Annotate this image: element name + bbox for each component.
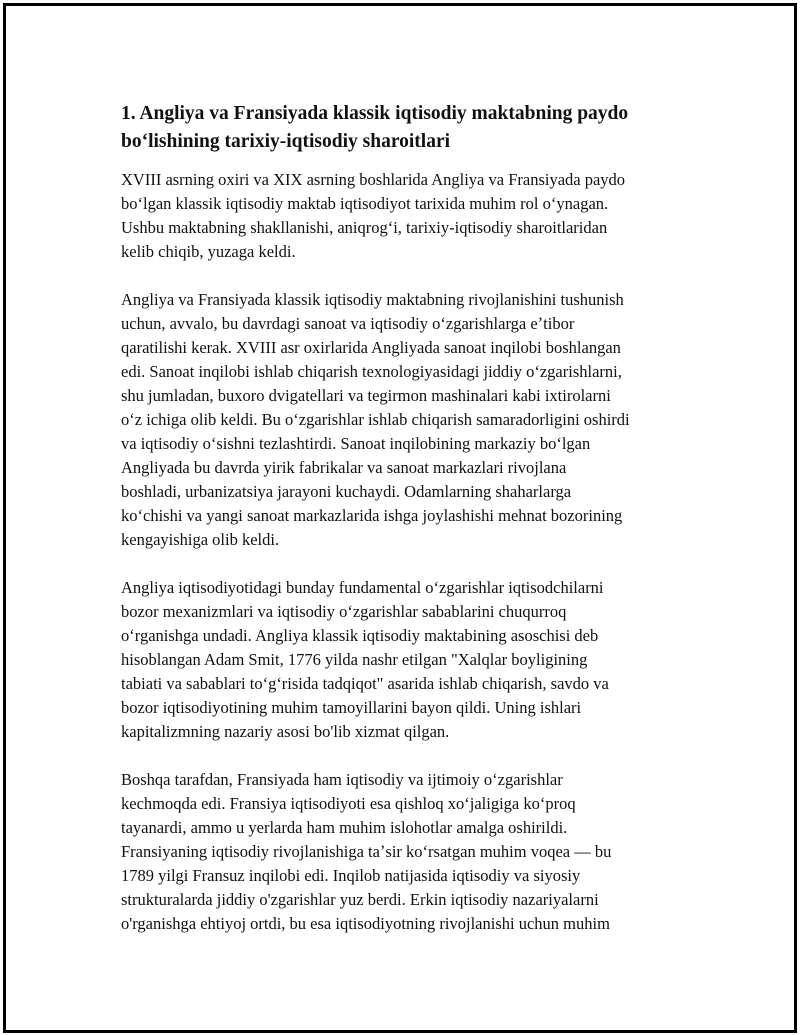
text-line: 1789 yilgi Fransuz inqilobi edi. Inqilob natijasida iqtisodiy va siyosiy [121,866,581,885]
paragraph-1 [121,168,696,264]
text-line: strukturalarda jiddiy o'zgarishlar yuz berdi. Erkin iqtisodiy nazariyalarni [121,890,599,909]
text-line: tabiati va sabablari toʻgʻrisida tadqiqot" asarida ishlab chiqarish, savdo va [121,674,609,693]
text-line: tayanardi, ammo u yerlarda ham muhim islohotlar amalga oshirildi. [121,818,568,837]
text-line: XVIII asrning oxiri va XIX asrning boshlarida Angliya va Fransiyada paydo [121,170,626,189]
text-line: oʻrganishga undadi. Angliya klassik iqtisodiy maktabining asoschisi deb [121,626,599,645]
text-line: kapitalizmning nazariy asosi bo'lib xizmat qilgan. [121,722,450,741]
text-line: qaratilishi kerak. XVIII asr oxirlarida Angliyada sanoat inqilobi boshlangan [121,338,621,357]
text-line: kengayishiga olib keldi. [121,530,280,549]
page-frame [3,3,797,1033]
document-body [121,100,696,960]
text-line: o'rganishga ehtiyoj ortdi, bu esa iqtisodiyotning rivojlanishi uchun muhim [121,914,610,933]
text-line: Angliya iqtisodiyotidagi bunday fundamental oʻzgarishlar iqtisodchilarni [121,578,604,597]
text-line: oʻz ichiga olib keldi. Bu oʻzgarishlar ishlab chiqarish samaradorligini oshirdi [121,410,630,429]
text-line: kechmoqda edi. Fransiya iqtisodiyoti esa qishloq xoʻjaligiga koʻproq [121,794,576,813]
paragraph-2 [121,288,696,552]
paragraph-3 [121,576,696,744]
text-line: hisoblangan Adam Smit, 1776 yilda nashr etilgan "Xalqlar boyligining [121,650,588,669]
text-line: koʻchishi va yangi sanoat markazlarida ishga joylashishi mehnat bozorining [121,506,623,525]
text-line: Boshqa tarafdan, Fransiyada ham iqtisodiy va ijtimoiy oʻzgarishlar [121,770,563,789]
text-line: boʻlgan klassik iqtisodiy maktab iqtisodiyot tarixida muhim rol oʻynagan. [121,194,609,213]
paragraph-4 [121,768,696,936]
text-line: va iqtisodiy oʻsishni tezlashtirdi. Sanoat inqilobining markaziy boʻlgan [121,434,591,453]
text-line: bozor iqtisodiyotining muhim tamoyillarini bayon qildi. Uning ishlari [121,698,582,717]
text-line: shu jumladan, buxoro dvigatellari va tegirmon mashinalari kabi ixtirolarni [121,386,611,405]
text-line: bozor mexanizmlari va iqtisodiy oʻzgarishlar sabablarini chuqurroq [121,602,567,621]
heading-line: boʻlishining tarixiy-iqtisodiy sharoitlari [121,131,451,152]
text-line: edi. Sanoat inqilobi ishlab chiqarish texnologiyasidagi jiddiy oʻzgarishlarni, [121,362,622,381]
text-line: kelib chiqib, yuzaga keldi. [121,242,296,261]
heading-line: 1. Angliya va Fransiyada klassik iqtisodiy maktabning paydo [121,103,629,124]
text-line: Angliyada bu davrda yirik fabrikalar va sanoat markazlari rivojlana [121,458,567,477]
text-line: uchun, avvalo, bu davrdagi sanoat va iqtisodiy oʻzgarishlarga eʼtibor [121,314,575,333]
text-line: Fransiyaning iqtisodiy rivojlanishiga taʼsir koʻrsatgan muhim voqea — bu [121,842,612,861]
text-line: boshladi, urbanizatsiya jarayoni kuchaydi. Odamlarning shaharlarga [121,482,572,501]
text-line: Ushbu maktabning shakllanishi, aniqrogʻi, tarixiy-iqtisodiy sharoitlaridan [121,218,608,237]
text-line: Angliya va Fransiyada klassik iqtisodiy maktabning rivojlanishini tushunish [121,290,624,309]
section-heading [121,100,696,156]
